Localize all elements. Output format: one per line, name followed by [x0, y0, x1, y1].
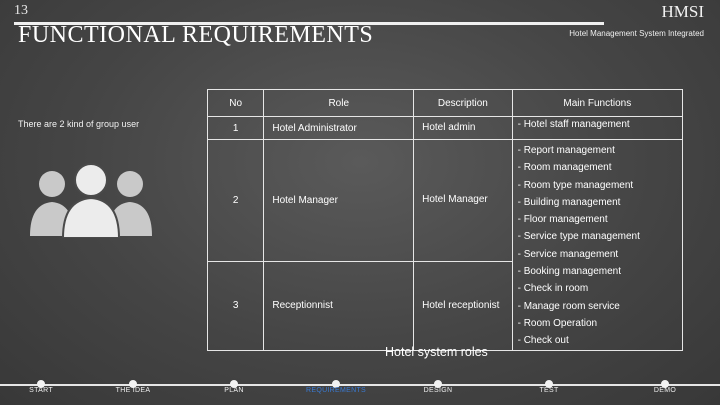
nav-item-plan[interactable]: PLAN [224, 387, 244, 394]
header-role: Role [264, 90, 414, 117]
functions-list [518, 142, 682, 350]
row-number: 1 [208, 117, 264, 140]
page-title: FUNCTIONAL REQUIREMENTS [18, 22, 374, 48]
slide-number: 13 [14, 3, 28, 18]
function-item: - Building management [517, 196, 621, 208]
function-item: - Hotel staff management [517, 119, 630, 130]
nav-item-design[interactable]: DESIGN [423, 387, 453, 394]
table-header-row [208, 90, 683, 117]
function-item: - Check in room [517, 283, 589, 295]
row-description: Hotel receptionist [414, 261, 512, 350]
function-item: - Booking management [517, 266, 621, 278]
nav-item-test[interactable]: TEST [539, 387, 559, 394]
function-item: - Service type management [517, 231, 640, 243]
nav-item-requirements[interactable]: REQUIREMENTS [306, 387, 366, 394]
function-item: - Service management [517, 248, 619, 260]
row-role: Hotel Administrator [264, 117, 414, 140]
row-description: Hotel admin [414, 117, 512, 140]
row-number: 3 [208, 261, 264, 350]
table-row [208, 117, 683, 140]
row-functions [512, 140, 682, 351]
user-group-note: There are 2 kind of group user [18, 119, 140, 129]
function-item: - Manage room service [517, 300, 620, 312]
row-description: Hotel Manager [414, 140, 512, 262]
nav-item-demo[interactable]: DEMO [653, 387, 677, 394]
row-role: Hotel Manager [264, 140, 414, 262]
header-no: No [208, 90, 264, 117]
row-role: Receptionnist [264, 261, 414, 350]
page-subtitle: Hotel Management System Integrated [569, 29, 704, 38]
row-functions [512, 117, 682, 140]
function-item: - Floor management [517, 214, 608, 226]
row-number: 2 [208, 140, 264, 262]
table-caption: Hotel system roles [385, 345, 488, 359]
function-item: - Room Operation [517, 317, 598, 329]
nav-timeline [0, 384, 720, 386]
function-item: - Room management [517, 162, 612, 174]
function-item: - Check out [517, 335, 569, 347]
user-group-icon [30, 158, 152, 238]
function-item: - Room type management [517, 179, 634, 191]
nav-item-the-idea[interactable]: THE IDEA [115, 387, 151, 394]
function-item: - Report management [517, 145, 615, 156]
table-row [208, 140, 683, 262]
roles-table [207, 89, 683, 351]
header-description: Description [414, 90, 512, 117]
nav-item-start[interactable]: START [29, 387, 53, 394]
header-main-functions: Main Functions [512, 90, 682, 117]
brand-name: HMSI [661, 2, 704, 21]
